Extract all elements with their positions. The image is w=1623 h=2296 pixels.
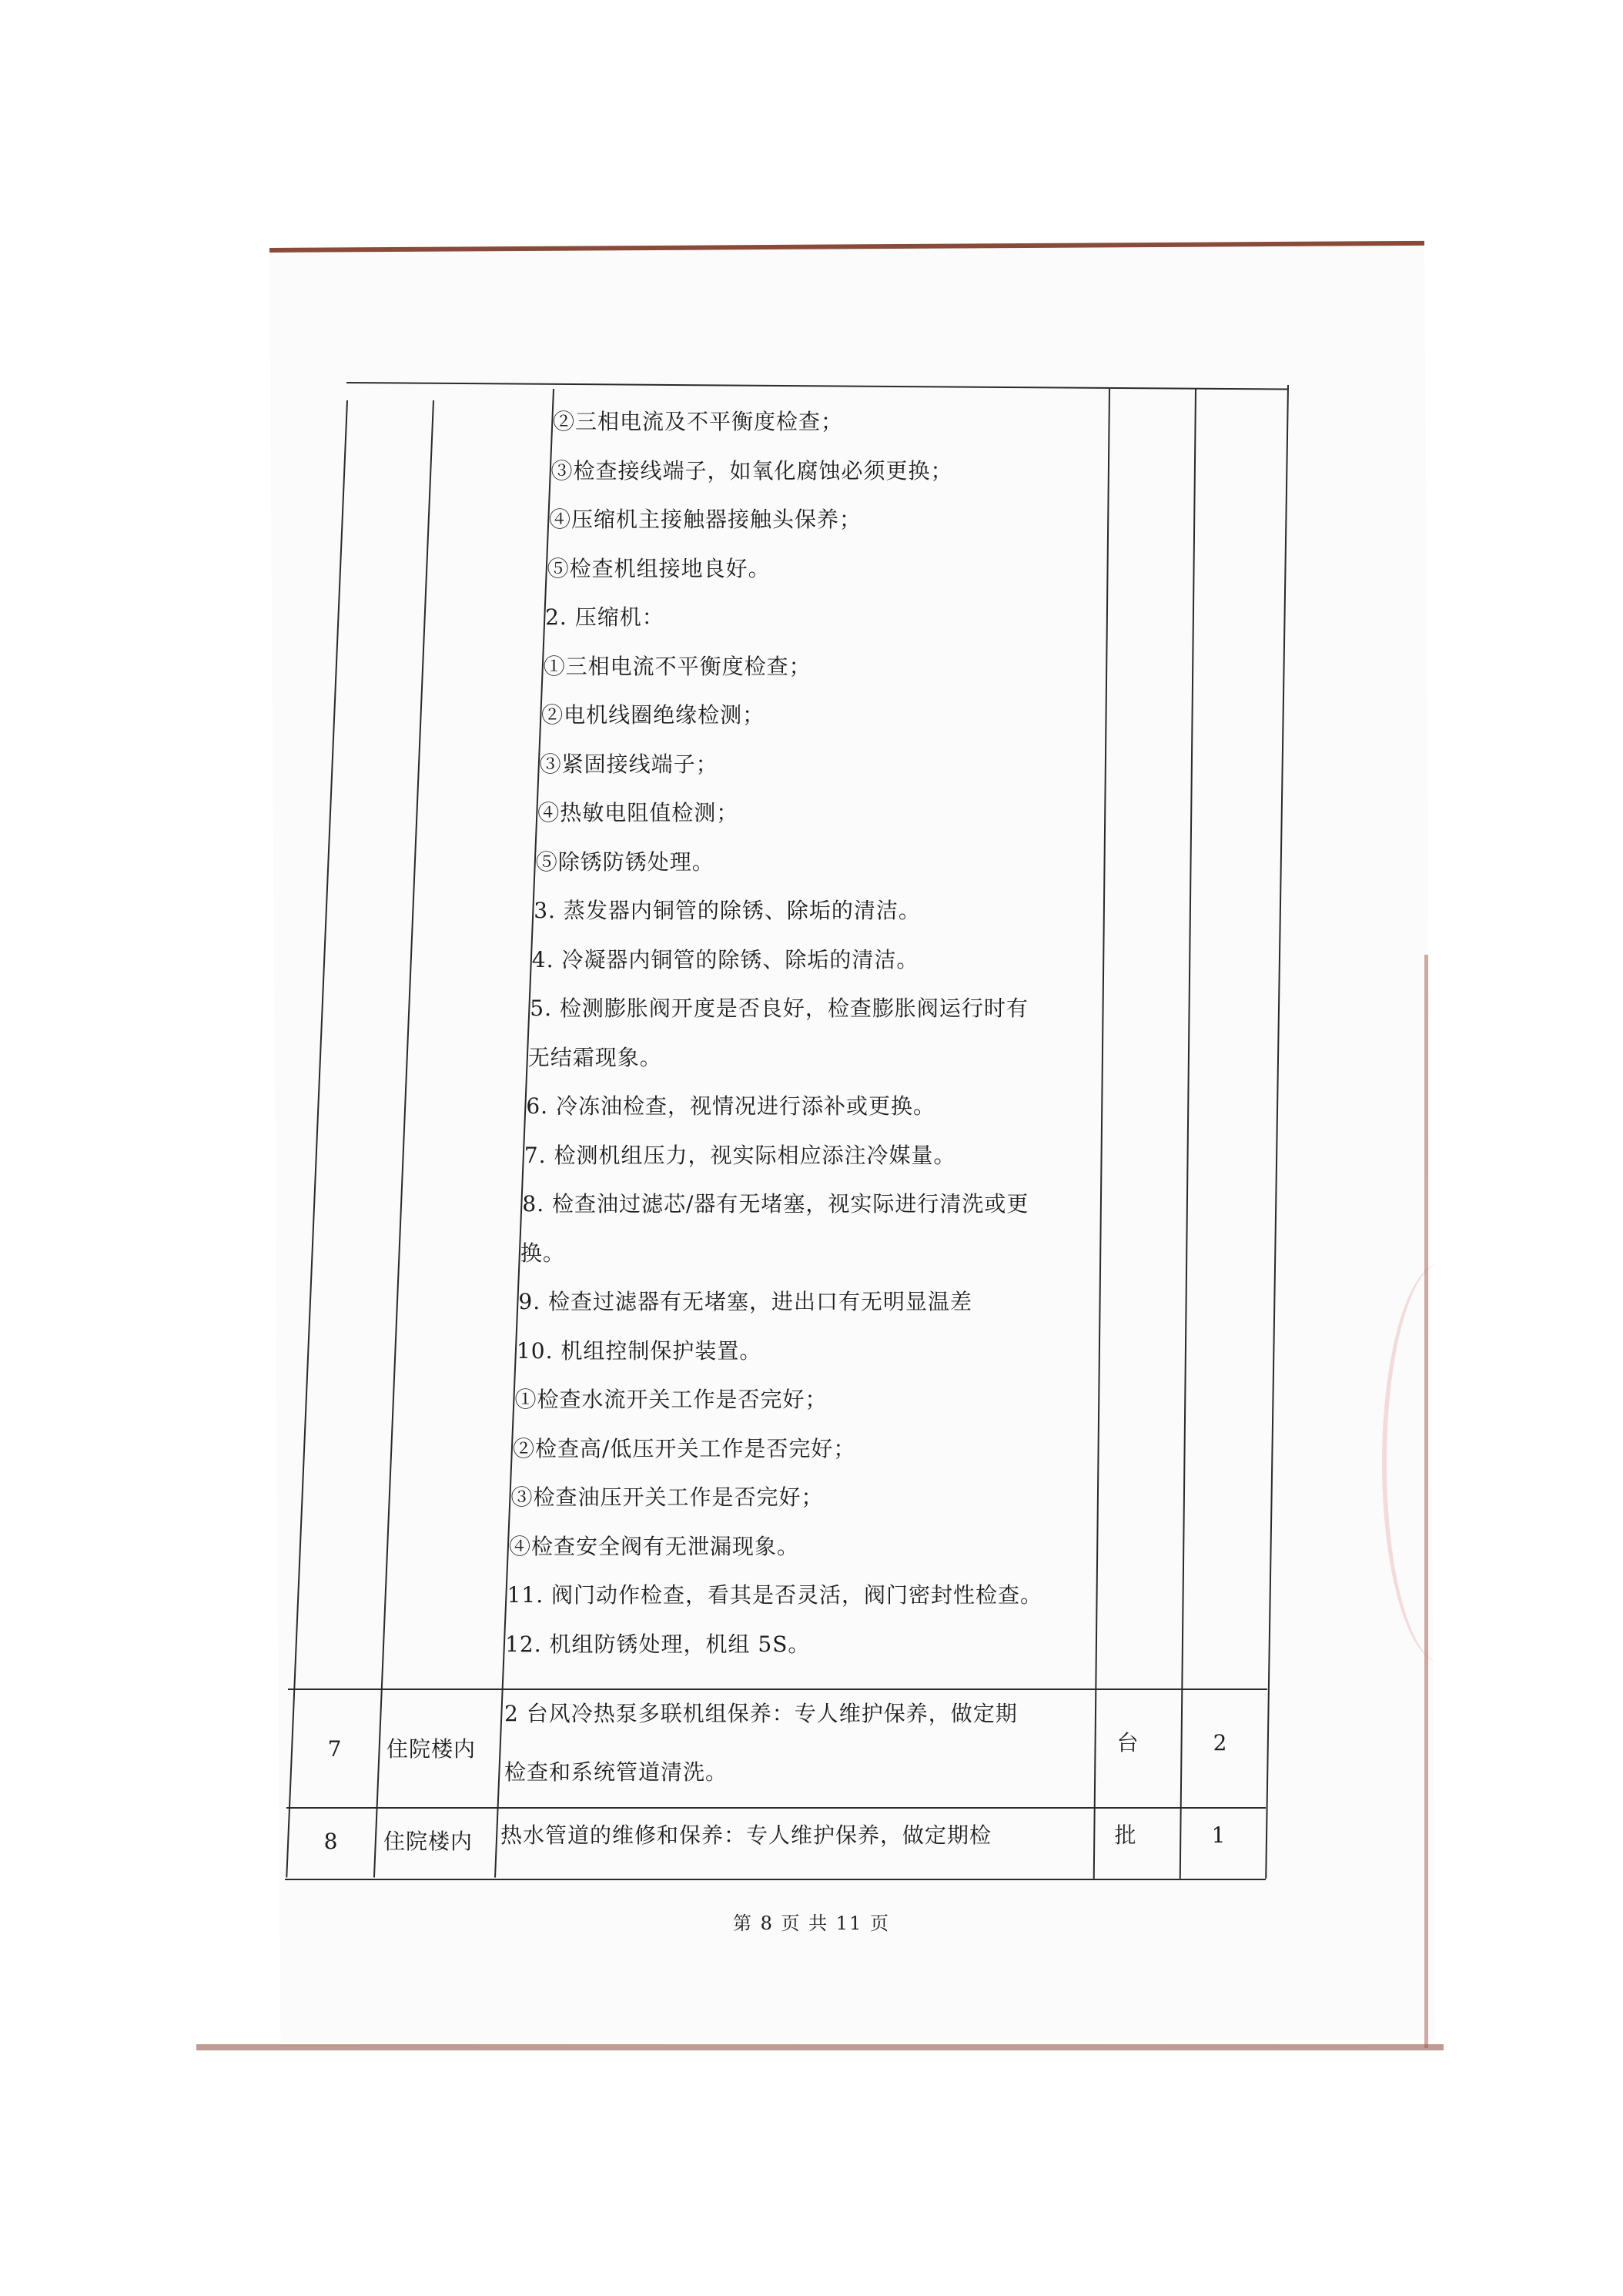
- content-line: ④压缩机主接触器接触头保养；: [549, 507, 862, 532]
- row-7-unit: 台: [1116, 1730, 1139, 1755]
- col-right-border: [1265, 385, 1289, 1879]
- content-line: 10. 机组控制保护装置。: [516, 1337, 762, 1364]
- col-left-border: [286, 400, 348, 1877]
- content-line: ③紧固接线端子；: [539, 751, 718, 777]
- row-7-no: 7: [327, 1736, 343, 1762]
- content-line: ⑤除锈防锈处理。: [535, 848, 714, 875]
- content-line: ①三相电流不平衡度检查；: [543, 653, 812, 679]
- row-8-qty: 1: [1211, 1822, 1226, 1848]
- content-line: 无结霜现象。: [527, 1044, 662, 1070]
- content-line: 9. 检查过滤器有无堵塞，进出口有无明显温差: [518, 1289, 973, 1314]
- content-line: 11. 阀门动作检查，看其是否灵活，阀门密封性检查。: [507, 1582, 1042, 1608]
- table-bottom-border: [285, 1879, 1266, 1880]
- content-line: 3. 蒸发器内铜管的除锈、除垢的清洁。: [534, 898, 921, 923]
- content-line: ③检查油压开关工作是否完好；: [510, 1484, 824, 1510]
- row-7-content-line-1: 2 台风冷热泵多联机组保养：专人维护保养，做定期: [504, 1701, 1018, 1726]
- col-no-divider: [373, 400, 434, 1878]
- content-line: 8. 检查油过滤芯/器有无堵塞，视实际进行清洗或更: [522, 1191, 1029, 1217]
- col-content-divider: [1093, 389, 1110, 1879]
- row-7-content-line-2: 检查和系统管道清洗。: [504, 1759, 728, 1785]
- content-line: ④检查安全阀有无泄漏现象。: [509, 1533, 800, 1559]
- row-7-location: 住院楼内: [387, 1736, 477, 1762]
- content-line: ④热敏电阻值检测；: [537, 800, 739, 825]
- content-line: 6. 冷冻油检查，视情况进行添补或更换。: [526, 1093, 935, 1119]
- content-line: 2. 压缩机：: [545, 604, 664, 630]
- content-line: ③检查接线端子，如氧化腐蚀必须更换；: [550, 457, 953, 484]
- content-line: 7. 检测机组压力，视实际相应添注冷媒量。: [524, 1142, 956, 1168]
- content-line: 12. 机组防锈处理，机组 5S。: [505, 1631, 811, 1657]
- content-line: 5. 检测膨胀阀开度是否良好，检查膨胀阀运行时有: [530, 996, 1029, 1021]
- row-8-location: 住院楼内: [383, 1829, 474, 1854]
- content-line: 换。: [520, 1240, 565, 1266]
- row-8-content-line-1: 热水管道的维修和保养：专人维护保养，做定期检: [500, 1822, 992, 1848]
- content-line: ①检查水流开关工作是否完好；: [514, 1387, 828, 1412]
- row-8-no: 8: [323, 1829, 339, 1854]
- row-8-unit: 批: [1114, 1822, 1137, 1848]
- content-line: ②电机线圈绝缘检测；: [541, 702, 765, 728]
- table-top-border: [346, 382, 1287, 390]
- content-line: 4. 冷凝器内铜管的除锈、除垢的清洁。: [531, 946, 919, 972]
- content-line: ②三相电流及不平衡度检查；: [553, 409, 844, 434]
- row-7-top-border: [288, 1689, 1267, 1690]
- row-8-top-border: [286, 1807, 1266, 1809]
- row-7-qty: 2: [1213, 1730, 1228, 1755]
- content-line: ⑤检查机组接地良好。: [547, 555, 771, 581]
- col-unit-divider: [1180, 389, 1196, 1879]
- content-line: ②检查高/低压开关工作是否完好；: [512, 1435, 856, 1461]
- page-number: 第 8 页 共 11 页: [733, 1913, 890, 1934]
